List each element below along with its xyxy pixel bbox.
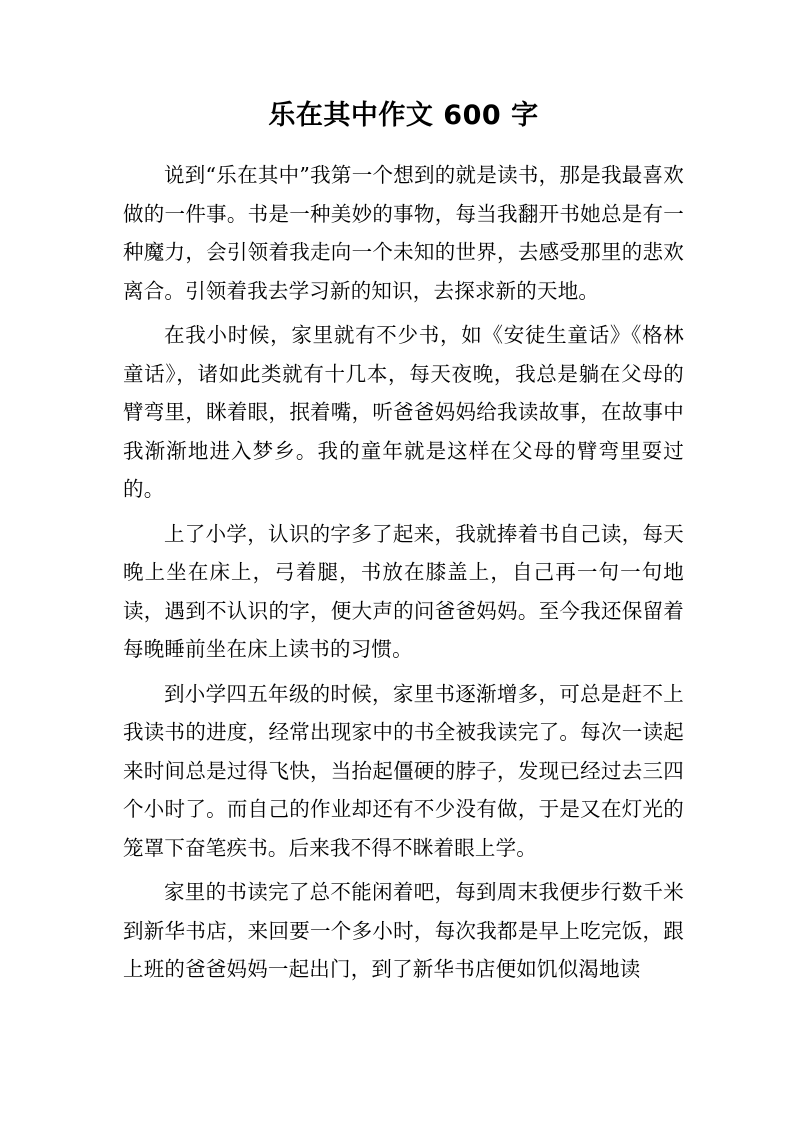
document-title: 乐在其中作文 600 字	[268, 100, 539, 131]
document-body	[123, 156, 684, 989]
paragraph-3: 上了小学，认识的字多了起来，我就捧着书自己读，每天晚上坐在床上，弓着腿，书放在膝盖上，自己再一句一句地读，遇到不认识的字，便大声的问爸爸妈妈。至今我还保留着每晚睡前坐在床上读书的习惯。	[123, 521, 684, 661]
paragraph-4: 到小学四五年级的时候，家里书逐渐增多，可总是赶不上我读书的进度，经常出现家中的书全被我读完了。每次一读起来时间总是过得飞快，当抬起僵硬的脖子，发现已经过去三四个小时了。而自己的作业却还有不少没有做，于是又在灯光的笼罩下奋笔疾书。后来我不得不眯着眼上学。	[123, 681, 684, 860]
paragraph-2: 在我小时候，家里就有不少书，如《安徒生童话》《格林童话》，诸如此类就有十几本，每天夜晚，我总是躺在父母的臂弯里，眯着眼，抿着嘴，听爸爸妈妈给我读故事，在故事中我渐渐地进入梦乡。我的童年就是这样在父母的臂弯里耍过的。	[123, 323, 684, 501]
paragraph-1: 说到“乐在其中”我第一个想到的就是读书，那是我最喜欢做的一件事。书是一种美妙的事物，每当我翻开书她总是有一种魔力，会引领着我走向一个未知的世界，去感受那里的悲欢离合。引领着我去学习新的知识，去探求新的天地。	[123, 163, 684, 303]
paragraph-5: 家里的书读完了总不能闲着吧，每到周末我便步行数千米到新华书店，来回要一个多小时，每次我都是早上吃完饭，跟上班的爸爸妈妈一起出门，到了新华书店便如饥似渴地读	[123, 880, 684, 981]
